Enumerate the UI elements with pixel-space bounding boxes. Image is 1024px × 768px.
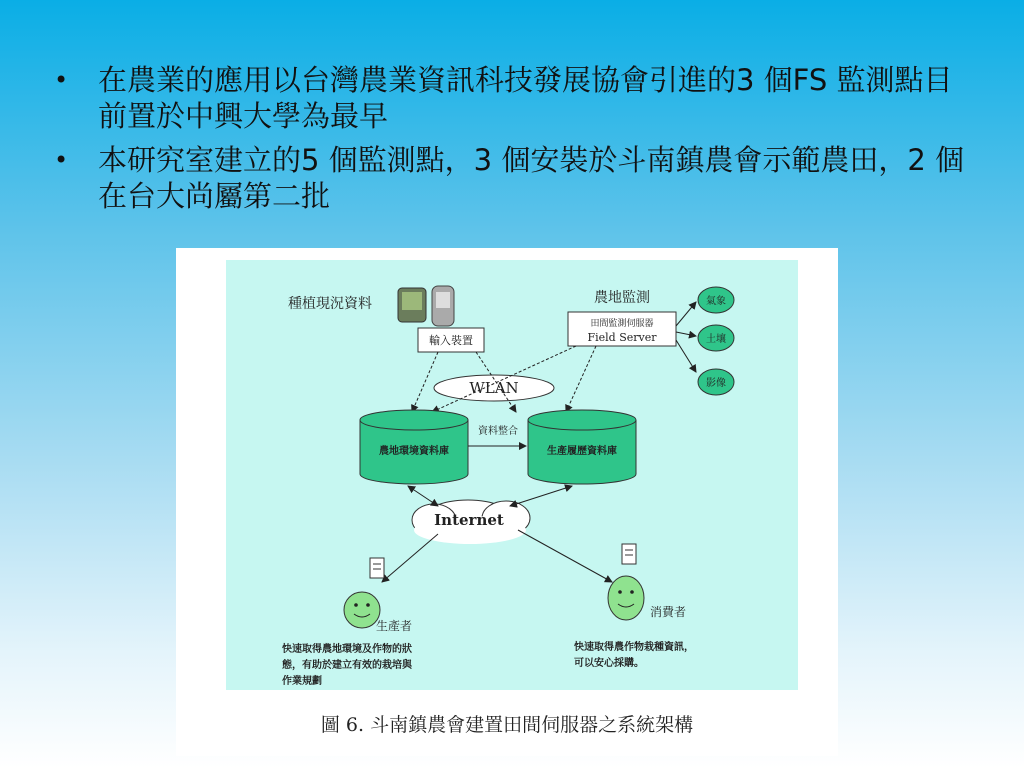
planting-data-label: 種植現況資料: [288, 296, 372, 312]
producer-desc-line: 快速取得農地環境及作物的狀: [282, 644, 412, 655]
consumer-face-icon: [608, 576, 644, 620]
system-architecture-figure: [176, 248, 838, 756]
producer-desc-line: 作業規劃: [282, 676, 322, 687]
svg-text:影像: 影像: [706, 378, 726, 389]
integration-label: 資料整合: [478, 426, 518, 437]
bullet-text: 在農業的應用以台灣農業資訊科技發展協會引進的3 個FS 監測點目前置於中興大學為最早: [98, 63, 953, 133]
svg-text:生產履歷資料庫: 生產履歷資料庫: [547, 446, 617, 457]
svg-text:氣象: 氣象: [706, 296, 726, 307]
consumer-desc-line: 可以安心採購。: [574, 658, 644, 669]
diagram-background: [226, 260, 798, 690]
field-server-en: Field Server: [587, 331, 657, 344]
wlan-label: WLAN: [469, 379, 519, 397]
bullet-item: [52, 142, 972, 214]
bullet-item: [52, 62, 972, 134]
svg-text:土壤: 土壤: [706, 334, 726, 345]
bullet-dot: •: [54, 146, 69, 174]
handheld-device-icon: [398, 286, 454, 326]
internet-cloud: [412, 500, 530, 544]
bullet-text: 本研究室建立的5 個監測點，3 個安裝於斗南鎮農會示範農田，2 個在台大尚屬第二批: [98, 143, 965, 213]
producer-desc-line: 態，有助於建立有效的栽培與: [282, 660, 412, 671]
producer-document-icon: [370, 558, 384, 578]
bullet-dot: •: [54, 66, 69, 94]
producer-face-icon: [344, 592, 380, 628]
consumer-desc-line: 快速取得農作物栽種資訊，: [574, 642, 694, 653]
architecture-diagram: [176, 248, 838, 708]
producer-label: 生產者: [376, 619, 413, 633]
bullet-list: [52, 62, 972, 222]
db-right-cylinder: [528, 410, 636, 484]
consumer-document-icon: [622, 544, 636, 564]
svg-text:Internet: Internet: [434, 511, 504, 529]
field-server-cn: 田間監測伺服器: [590, 319, 654, 329]
farm-monitor-label: 農地監測: [594, 290, 650, 306]
input-device-label: 輸入裝置: [429, 334, 473, 347]
consumer-label: 消費者: [650, 605, 687, 619]
db-left-cylinder: [360, 410, 468, 484]
svg-text:農地環境資料庫: 農地環境資料庫: [379, 446, 449, 457]
figure-caption: 圖 6. 斗南鎮農會建置田間伺服器之系統架構: [320, 714, 694, 736]
